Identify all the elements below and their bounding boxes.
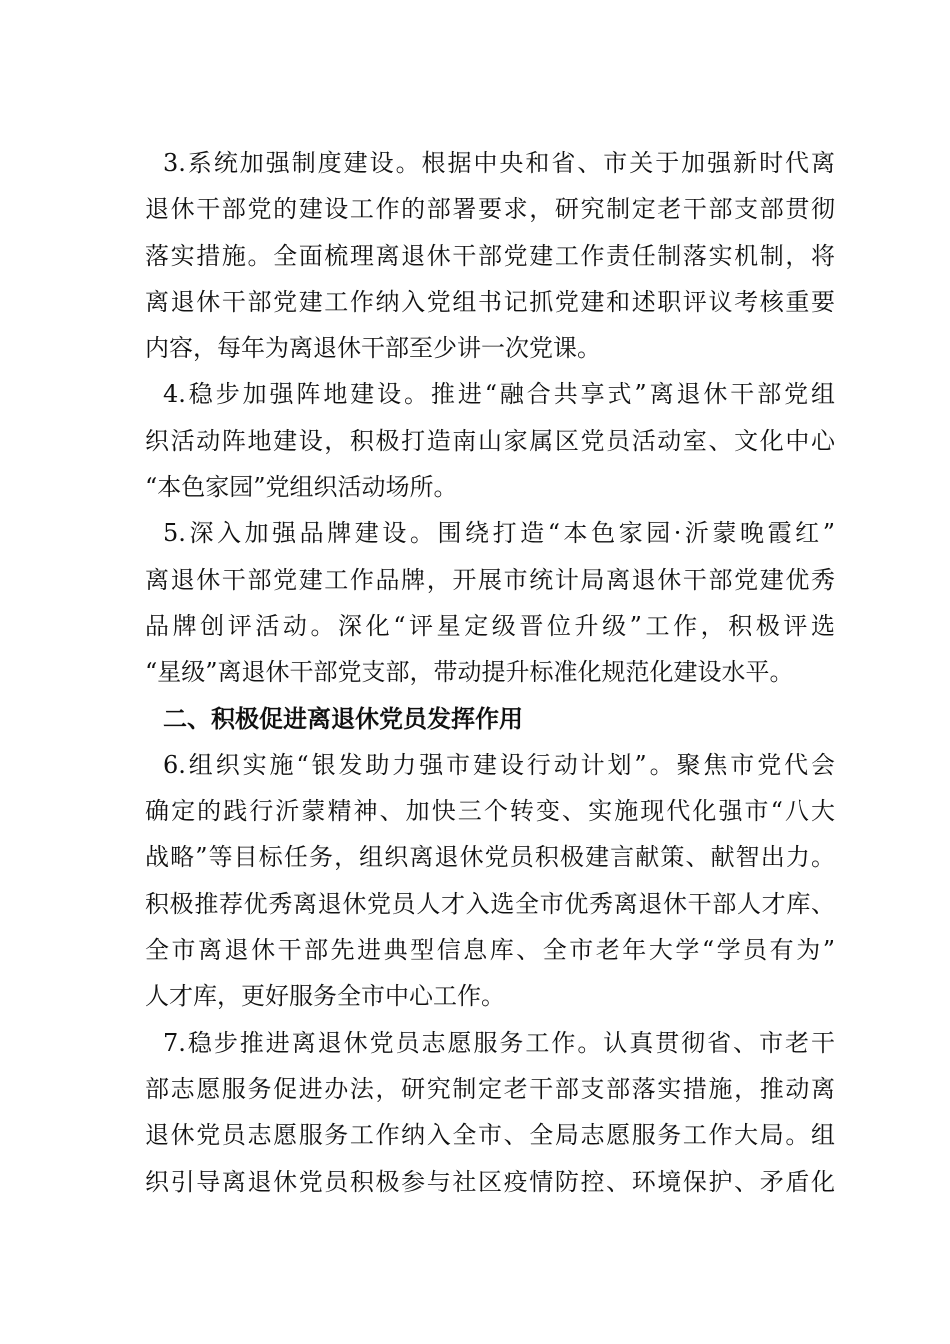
paragraph-line: 3.系统加强制度建设。根据中央和省、市关于加强新时代离 [163,149,835,177]
paragraph-5 [145,510,835,695]
paragraph-line: 5.深入加强品牌建设。围绕打造“本色家园·沂蒙晚霞红” [163,519,835,548]
paragraph-3 [145,140,835,371]
paragraph-line: 人才库，更好服务全市中心工作。 [145,982,505,1011]
paragraph-4 [145,371,835,510]
paragraph-line: 退休党员志愿服务工作纳入全市、全局志愿服务工作大局。组 [145,1121,835,1150]
section-heading: 二、积极促进离退休党员发挥作用 [163,704,523,733]
paragraph-line: 部志愿服务促进办法，研究制定老干部支部落实措施，推动离 [145,1074,835,1103]
paragraph-line: 4.稳步加强阵地建设。推进“融合共享式”离退休干部党组 [163,380,835,409]
paragraph-line: 战略”等目标任务，组织离退休党员积极建言献策、献智出力。 [145,843,835,872]
paragraph-line: 品牌创评活动。深化“评星定级晋位升级”工作，积极评选 [145,611,835,640]
paragraph-line: 6.组织实施“银发助力强市建设行动计划”。聚焦市党代会 [163,750,835,779]
paragraph-7 [145,1020,835,1205]
paragraph-line: 7.稳步推进离退休党员志愿服务工作。认真贯彻省、市老干 [163,1028,835,1057]
paragraph-line: 退休干部党的建设工作的部署要求，研究制定老干部支部贯彻 [145,195,835,224]
paragraph-line: 确定的践行沂蒙精神、加快三个转变、实施现代化强市“八大 [145,797,835,826]
paragraph-line: 离退休干部党建工作品牌，开展市统计局离退休干部党建优秀 [145,565,835,594]
paragraph-line: 织引导离退休党员积极参与社区疫情防控、环境保护、矛盾化 [145,1167,835,1196]
document-body [145,140,835,1205]
paragraph-line: 内容，每年为离退休干部至少讲一次党课。 [145,334,601,363]
paragraph-line: 全市离退休干部先进典型信息库、全市老年大学“学员有为” [145,936,835,965]
paragraph-line: 离退休干部党建工作纳入党组书记抓党建和述职评议考核重要 [145,287,835,316]
paragraph-line: 落实措施。全面梳理离退休干部党建工作责任制落实机制，将 [145,241,835,270]
paragraph-line: 织活动阵地建设，积极打造南山家属区党员活动室、文化中心 [145,426,835,455]
paragraph-line: “本色家园”党组织活动场所。 [145,473,458,502]
paragraph-line: 积极推荐优秀离退休党员人才入选全市优秀离退休干部人才库、 [145,889,835,918]
paragraph-6 [145,742,835,1020]
paragraph-line: “星级”离退休干部党支部，带动提升标准化规范化建设水平。 [145,658,794,687]
